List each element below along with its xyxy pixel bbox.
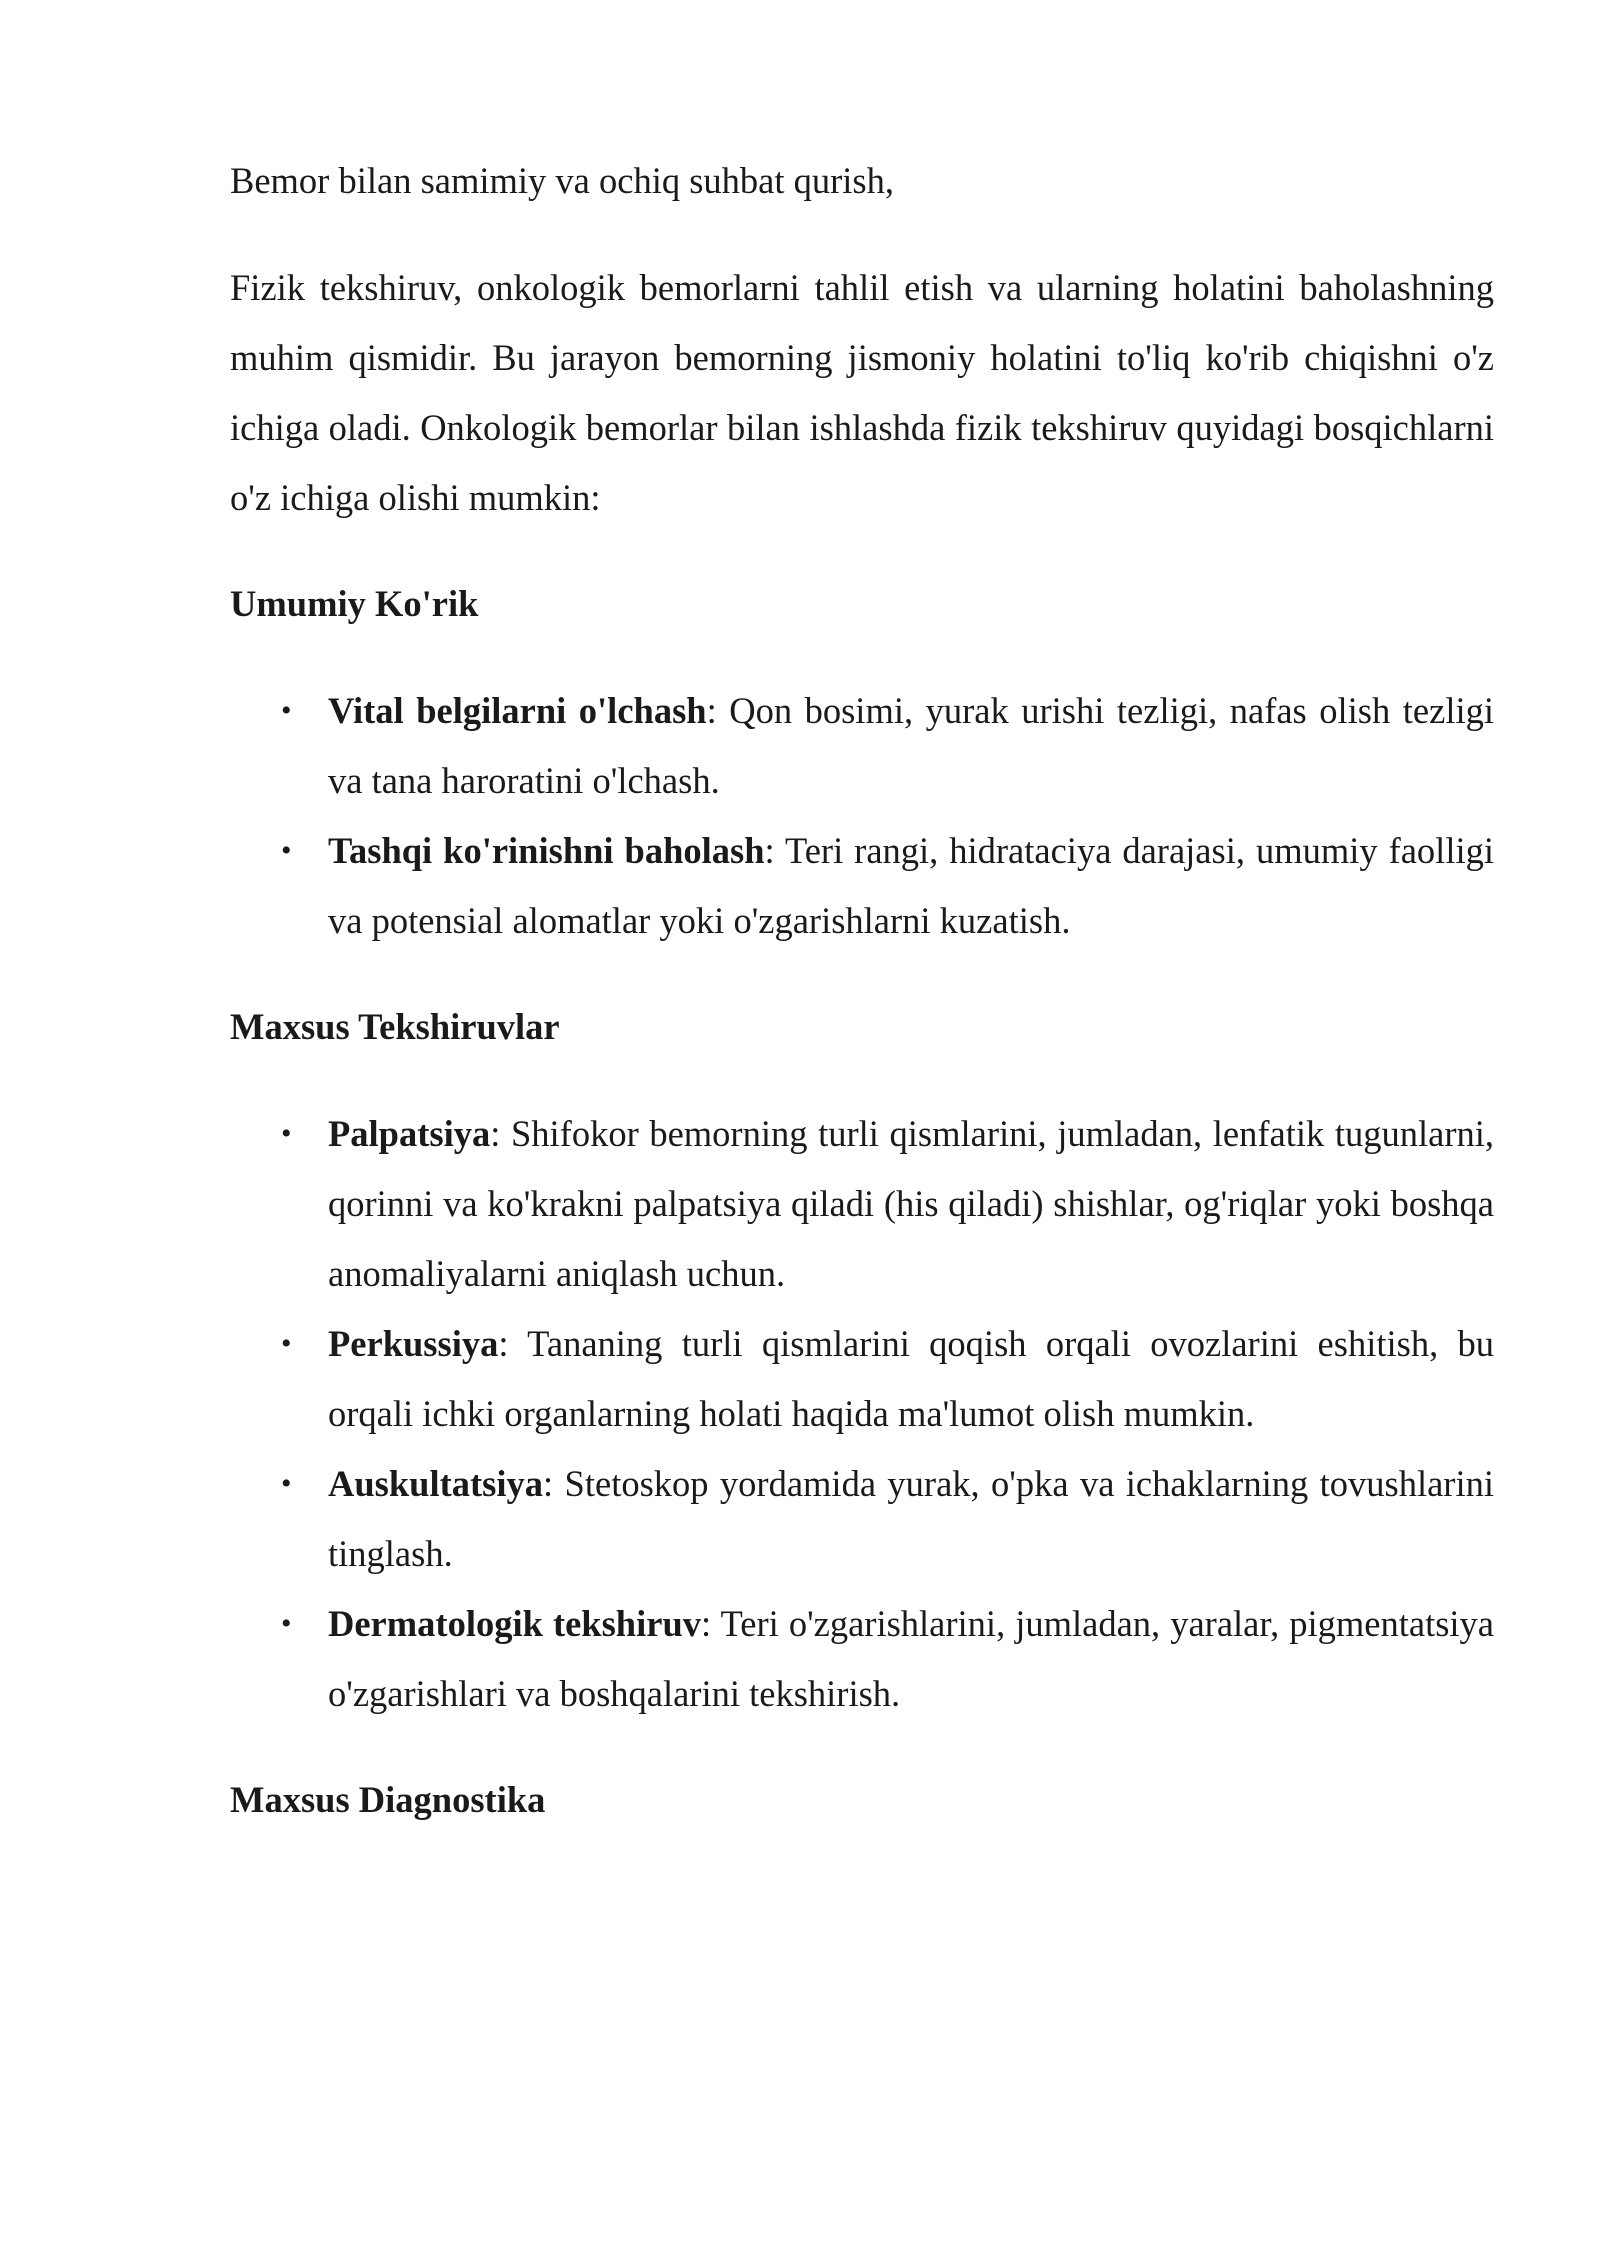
list-item: [230, 1099, 1494, 1309]
bullet-icon: •: [281, 1117, 292, 1150]
list-item: [230, 676, 1494, 816]
list-item: [230, 1589, 1494, 1729]
list-item: [230, 816, 1494, 956]
bullet-icon: •: [281, 694, 292, 727]
list-item-term: Palpatsiya: [328, 1113, 491, 1154]
list-item-term: Dermatologik tekshiruv: [328, 1603, 701, 1644]
bullet-icon: •: [281, 834, 292, 867]
section-heading-umumiy-korik: Umumiy Ko'rik: [230, 583, 479, 624]
list-item-term: Auskultatsiya: [328, 1463, 544, 1504]
list-item-term: Tashqi ko'rinishni baholash: [328, 830, 765, 871]
list-item-text: : Stetoskop yordamida yurak, o'pka va ichaklarning tovushlarini tinglash.: [328, 1463, 1494, 1574]
list-item-term: Vital belgilarni o'lchash: [328, 690, 707, 731]
list-item-text: : Qon bosimi, yurak urishi tezligi, nafas olish tezligi va tana haroratini o'lchash.: [328, 690, 1494, 801]
list-item-term: Perkussiya: [328, 1323, 499, 1364]
list-item-text: : Tananing turli qismlarini qoqish orqali ovozlarini eshitish, bu orqali ichki organlarning holati haqida ma'lumot olish mumkin.: [328, 1323, 1494, 1434]
list-item-text: : Shifokor bemorning turli qismlarini, jumladan, lenfatik tugunlarni, qorinni va ko'krakni palpatsiya qiladi (his qiladi) shishlar, og'riqlar yoki boshqa anomaliyalarni aniqlash uchun.: [328, 1113, 1494, 1294]
bullet-icon: •: [281, 1327, 292, 1360]
intro-line: Bemor bilan samimiy va ochiq suhbat qurish,: [230, 160, 895, 201]
list-maxsus-tekshiruvlar: [230, 1099, 1494, 1729]
list-item: [230, 1309, 1494, 1449]
section-heading-maxsus-tekshiruvlar: Maxsus Tekshiruvlar: [230, 1006, 560, 1047]
bullet-icon: •: [281, 1467, 292, 1500]
list-item-text: : Teri rangi, hidrataciya darajasi, umumiy faolligi va potensial alomatlar yoki o'zgarishlarni kuzatish.: [328, 830, 1494, 941]
body-paragraph: Fizik tekshiruv, onkologik bemorlarni tahlil etish va ularning holatini baholashning muhim qismidir. Bu jarayon bemorning jismoniy holatini to'liq ko'rib chiqishni o'z ichiga oladi. Onkologik bemorlar bilan ishlashda fizik tekshiruv quyidagi bosqichlarni o'z ichiga olishi mumkin:: [230, 267, 1494, 518]
bullet-icon: •: [281, 1607, 292, 1640]
list-item-text: : Teri o'zgarishlarini, jumladan, yaralar, pigmentatsiya o'zgarishlari va boshqalarini tekshirish.: [328, 1603, 1494, 1714]
list-umumiy-korik: [230, 676, 1494, 956]
list-item: [230, 1449, 1494, 1589]
section-heading-maxsus-diagnostika: Maxsus Diagnostika: [230, 1779, 546, 1820]
document-page: [230, 146, 1494, 1835]
